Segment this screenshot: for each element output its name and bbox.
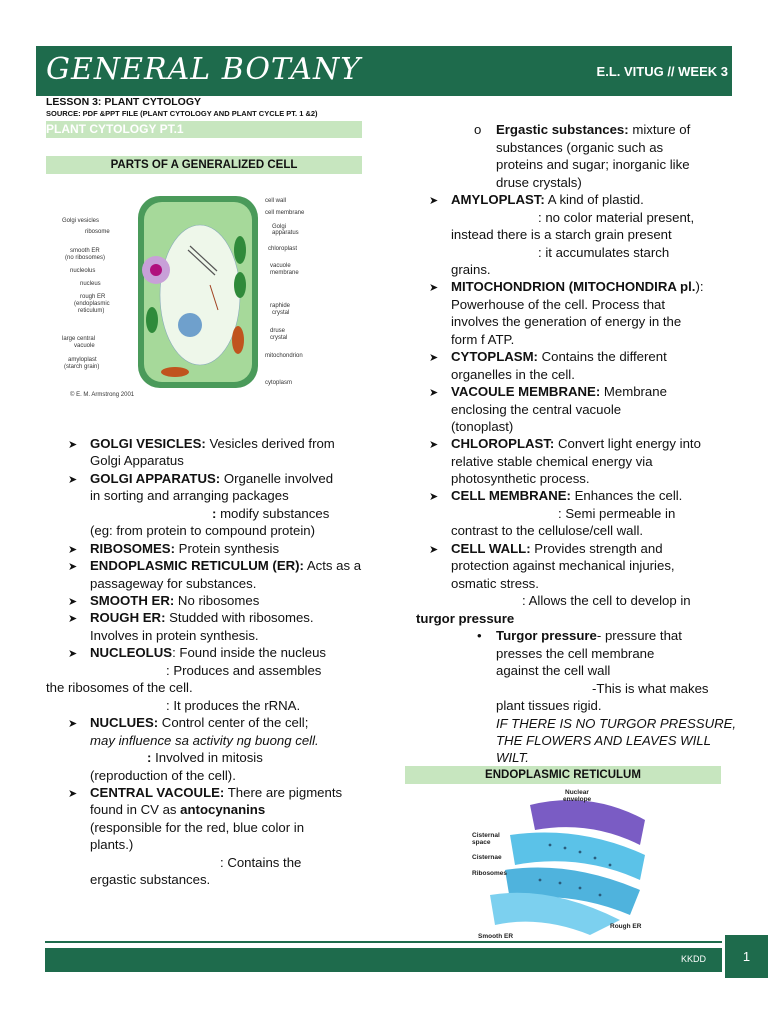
cell-wall-def: osmatic stress. (451, 576, 539, 591)
author-week: E.L. VITUG // WEEK 3 (596, 64, 728, 79)
endoplasmic-reticulum-diagram (470, 785, 655, 940)
arrow-bullet-icon: ➤ (68, 544, 78, 556)
golgi-vesicles-def: Golgi Apparatus (90, 453, 184, 468)
list-bullet: • (477, 628, 482, 643)
amyloplast-item: AMYLOPLAST: A kind of plastid. (451, 192, 644, 207)
nucleus-item: NUCLUES: Control center of the cell; (90, 715, 309, 730)
central-vacuole-item: CENTRAL VACOULE: There are pigments (90, 785, 343, 800)
er-def: passageway for substances. (90, 576, 257, 591)
arrow-bullet-icon: ➤ (68, 474, 78, 486)
svg-text:chloroplast: chloroplast (268, 246, 298, 252)
svg-text:(endoplasmic: (endoplasmic (74, 301, 110, 307)
svg-text:vacuole: vacuole (74, 343, 95, 349)
svg-text:Ribosomes: Ribosomes (472, 870, 508, 877)
arrow-bullet-icon: ➤ (68, 788, 78, 800)
svg-text:druse: druse (270, 328, 286, 334)
arrow-bullet-icon: ➤ (429, 544, 439, 556)
turgor-pressure-def: against the cell wall (496, 663, 611, 678)
lesson-title: LESSON 3: PLANT CYTOLOGY (46, 96, 201, 108)
golgi-apparatus-def: (eg: from protein to compound protein) (90, 523, 316, 538)
amyloplast-def: instead there is a starch grain present (451, 227, 672, 242)
chloroplast-item: CHLOROPLAST: Convert light energy into (451, 436, 701, 451)
er-heading: ENDOPLASMIC RETICULUM (405, 766, 721, 784)
ergastic-def: druse crystals) (496, 175, 582, 190)
svg-text:space: space (472, 839, 491, 846)
nucleus-def: : Involved in mitosis (147, 750, 263, 765)
chloroplast-def: relative stable chemical energy via (451, 454, 653, 469)
footer-initials: KKDD (680, 954, 706, 964)
nucleus-def: (reproduction of the cell). (90, 768, 236, 783)
svg-text:crystal: crystal (272, 310, 290, 316)
nucleolus-def: the ribosomes of the cell. (46, 680, 193, 695)
svg-text:rough ER: rough ER (80, 294, 106, 300)
svg-text:apparatus: apparatus (272, 230, 299, 236)
svg-text:nucleolus: nucleolus (70, 268, 96, 274)
arrow-bullet-icon: ➤ (429, 352, 439, 364)
rough-er-def: Involves in protein synthesis. (90, 628, 259, 643)
golgi-apparatus-item: GOLGI APPARATUS: Organelle involved (90, 471, 334, 486)
svg-text:Nuclear: Nuclear (565, 789, 589, 796)
nucleolus-def: : It produces the rRNA. (166, 698, 301, 713)
turgor-pressure-def: plant tissues rigid. (496, 698, 602, 713)
turgor-pressure-def: presses the cell membrane (496, 646, 655, 661)
amyloplast-def: : no color material present, (538, 210, 695, 225)
svg-text:cytoplasm: cytoplasm (265, 380, 293, 386)
nucleolus-def: : Produces and assembles (166, 663, 322, 678)
svg-text:cell wall: cell wall (265, 198, 287, 204)
svg-text:cell membrane: cell membrane (265, 210, 305, 216)
page-number: 1 (725, 935, 768, 978)
arrow-bullet-icon: ➤ (429, 282, 439, 294)
vacuole-membrane-def: enclosing the central vacuole (451, 402, 622, 417)
cell-membrane-def: : Semi permeable in (558, 506, 676, 521)
cytoplasm-item: CYTOPLASM: Contains the different (451, 349, 667, 364)
ergastic-item: Ergastic substances: mixture of (496, 122, 691, 137)
golgi-apparatus-def: : modify substances (212, 506, 330, 521)
turgor-pressure-note: IF THERE IS NO TURGOR PRESSURE, (496, 716, 737, 731)
arrow-bullet-icon: ➤ (429, 195, 439, 207)
plant-cell-diagram (60, 190, 325, 405)
vacuole-membrane-item: VACOULE MEMBRANE: Membrane (451, 384, 667, 399)
svg-text:membrane: membrane (270, 270, 299, 276)
section-heading-bar (46, 121, 362, 138)
ergastic-def: substances (organic such as (496, 140, 664, 155)
svg-text:Golgi vesicles: Golgi vesicles (62, 218, 100, 224)
cell-wall-item: CELL WALL: Provides strength and (451, 541, 663, 556)
amyloplast-def: : it accumulates starch (538, 245, 670, 260)
svg-text:smooth ER: smooth ER (70, 248, 100, 254)
er-item: ENDOPLASMIC RETICULUM (ER): Acts as a (90, 558, 362, 573)
svg-text:nucleus: nucleus (80, 281, 101, 287)
svg-text:(starch grain): (starch grain) (64, 364, 100, 370)
document-title: GENERAL BOTANY (46, 52, 362, 87)
mitochondrion-def: form f ATP. (451, 332, 515, 347)
mitochondrion-def: involves the generation of energy in the (451, 314, 682, 329)
golgi-vesicles-item: GOLGI VESICLES: Vesicles derived from (90, 436, 335, 451)
nucleolus-item: NUCLEOLUS: Found inside the nucleus (90, 645, 327, 660)
amyloplast-def: grains. (451, 262, 491, 277)
source-line: SOURCE: PDF &PPT FILE (PLANT CYTOLOGY AND PLANT CYCLE PT. 1 &2) (46, 109, 318, 118)
mitochondrion-def: Powerhouse of the cell. Process that (451, 297, 666, 312)
svg-text:reticulum): reticulum) (78, 308, 105, 314)
svg-text:amyloplast: amyloplast (68, 357, 97, 363)
svg-text:large central: large central (62, 336, 96, 342)
svg-text:Cisternal: Cisternal (472, 832, 500, 839)
mitochondrion-item: MITOCHONDRION (MITOCHONDIRA pl.): (451, 279, 704, 294)
rough-er-item: ROUGH ER: Studded with ribosomes. (90, 610, 314, 625)
arrow-bullet-icon: ➤ (68, 596, 78, 608)
cell-wall-def: turgor pressure (416, 611, 515, 626)
footer-rule (45, 941, 722, 943)
footer-bar (45, 948, 722, 972)
list-bullet: o (474, 122, 482, 137)
cell-wall-def: protection against mechanical injuries, (451, 558, 675, 573)
svg-text:raphide: raphide (270, 303, 291, 309)
svg-text:Rough ER: Rough ER (610, 923, 642, 930)
parts-heading: PARTS OF A GENERALIZED CELL (46, 156, 362, 174)
golgi-apparatus-def: in sorting and arranging packages (90, 488, 289, 503)
ribosomes-item: RIBOSOMES: Protein synthesis (90, 541, 280, 556)
turgor-pressure-item: Turgor pressure- pressure that (496, 628, 682, 643)
arrow-bullet-icon: ➤ (429, 439, 439, 451)
cytoplasm-def: organelles in the cell. (451, 367, 575, 382)
svg-text:(no ribosomes): (no ribosomes) (65, 255, 106, 261)
section-heading: PLANT CYTOLOGY PT.1 (46, 122, 184, 136)
svg-text:ribosome: ribosome (85, 229, 110, 235)
turgor-pressure-note: WILT. (496, 750, 529, 765)
vacuole-membrane-def: (tonoplast) (451, 419, 514, 434)
central-vacuole-def: : Contains the (220, 855, 302, 870)
nucleus-def: may influence sa activity ng buong cell. (90, 733, 319, 748)
chloroplast-def: photosynthetic process. (451, 471, 590, 486)
arrow-bullet-icon: ➤ (68, 613, 78, 625)
arrow-bullet-icon: ➤ (429, 387, 439, 399)
central-vacuole-def: (responsible for the red, blue color in (90, 820, 305, 835)
svg-text:© E. M. Armstrong 2001: © E. M. Armstrong 2001 (70, 392, 135, 398)
svg-text:Golgi: Golgi (272, 224, 287, 230)
turgor-pressure-note: THE FLOWERS AND LEAVES WILL (496, 733, 711, 748)
arrow-bullet-icon: ➤ (68, 561, 78, 573)
cell-membrane-item: CELL MEMBRANE: Enhances the cell. (451, 488, 683, 503)
central-vacuole-def: plants.) (90, 837, 134, 852)
svg-text:Cisternae: Cisternae (472, 854, 502, 861)
central-vacuole-def: ergastic substances. (90, 872, 211, 887)
ergastic-def: proteins and sugar; inorganic like (496, 157, 690, 172)
svg-text:Smooth ER: Smooth ER (478, 933, 514, 940)
svg-text:mitochondrion: mitochondrion (265, 353, 303, 359)
arrow-bullet-icon: ➤ (68, 718, 78, 730)
arrow-bullet-icon: ➤ (429, 491, 439, 503)
cell-membrane-def: contrast to the cellulose/cell wall. (451, 523, 644, 538)
smooth-er-item: SMOOTH ER: No ribosomes (90, 593, 260, 608)
arrow-bullet-icon: ➤ (68, 648, 78, 660)
central-vacuole-def: found in CV as antocynanins (90, 802, 266, 817)
cell-wall-def: : Allows the cell to develop in (522, 593, 691, 608)
turgor-pressure-def: -This is what makes (592, 681, 709, 696)
svg-text:envelope: envelope (563, 796, 592, 803)
svg-text:vacuole: vacuole (270, 263, 291, 269)
arrow-bullet-icon: ➤ (68, 439, 78, 451)
svg-text:crystal: crystal (270, 335, 288, 341)
